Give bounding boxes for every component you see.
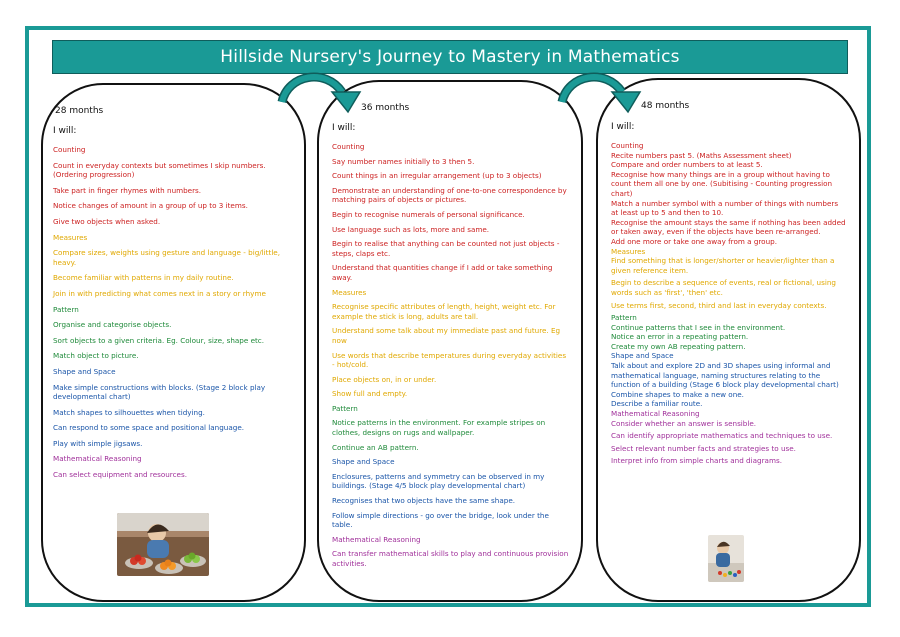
objectives-list	[332, 142, 570, 574]
objective-item: Count in everyday contexts but sometimes I skip numbers. (Ordering progression)	[53, 160, 266, 180]
section-heading: Pattern	[611, 313, 637, 323]
objective-item: Notice changes of amount in a group of up to 3 items.	[53, 201, 248, 211]
objective-item: Find something that is longer/shorter or heavier/lighter than a given reference item.	[611, 256, 835, 275]
objective-item: Begin to recognise numerals of personal significance.	[332, 209, 525, 219]
objective-item: Can transfer mathematical skills to play and continuous provision activities.	[332, 549, 569, 568]
objectives-list	[611, 141, 847, 469]
curved-arrow-icon	[276, 70, 366, 120]
objectives-list	[53, 145, 289, 486]
objective-item: Use terms first, second, third and last in everyday contexts.	[611, 300, 827, 310]
objective-item: Talk about and explore 2D and 3D shapes using informal and mathematical language, naming structures relating to the function of a building (Stage 6 block play developmental chart)	[611, 361, 839, 390]
objective-item: Give two objects when asked.	[53, 216, 161, 226]
page-title: Hillside Nursery's Journey to Mastery in Mathematics	[52, 40, 848, 74]
section-heading: Shape and Space	[332, 457, 395, 467]
objective-item: Begin to describe a sequence of events, real or fictional, using words such as 'first', 'then' etc.	[611, 278, 836, 297]
i-will-label: I will:	[611, 122, 635, 132]
objective-item: Continue patterns that I see in the environment.	[611, 322, 786, 332]
objective-item: Match shapes to silhouettes when tidying.	[53, 407, 205, 417]
objective-item: Say number names initially to 3 then 5.	[332, 156, 475, 166]
section-heading: Mathematical Reasoning	[611, 409, 700, 419]
objective-item: Compare sizes, weights using gesture and language - big/little, heavy.	[53, 248, 281, 267]
i-will-label: I will:	[53, 126, 77, 136]
objective-item: Use language such as lots, more and same.	[332, 224, 490, 234]
objective-item: Notice patterns in the environment. For example stripes on clothes, designs on rugs and wallpaper.	[332, 418, 546, 438]
section-heading: Mathematical Reasoning	[53, 454, 142, 464]
age-heading: 36 months	[361, 103, 410, 113]
objective-item: Join in with predicting what comes next in a story or rhyme	[53, 288, 266, 298]
objective-item: Make simple constructions with blocks. (Stage 2 block play developmental chart)	[53, 382, 266, 402]
objective-item: Understand some talk about my immediate past and future. Eg now	[332, 326, 561, 345]
objective-item: Sort objects to a given criteria. Eg. Colour, size, shape etc.	[53, 335, 265, 345]
age-heading: 28 months	[55, 106, 104, 116]
objective-item: Recite numbers past 5. (Maths Assessment sheet)	[611, 150, 792, 160]
objective-item: Organise and categorise objects.	[53, 320, 172, 330]
objective-item: Take part in finger rhymes with numbers.	[53, 185, 202, 195]
section-heading: Mathematical Reasoning	[332, 534, 421, 544]
objective-item: Interpret info from simple charts and diagrams.	[611, 456, 782, 466]
objective-item: Describe a familiar route.	[611, 399, 703, 409]
objective-item: Understand that quantities change if I add or take something away.	[332, 263, 553, 282]
objective-item: Continue an AB pattern.	[332, 442, 419, 452]
objective-item: Can respond to some space and positional language.	[53, 423, 245, 433]
objective-item: Place objects on, in or under.	[332, 374, 437, 384]
objective-item: Can identify appropriate mathematics and techniques to use.	[611, 431, 833, 441]
objective-item: Use words that describe temperatures during everyday activities - hot/cold.	[332, 350, 567, 370]
objective-item: Follow simple directions - go over the bridge, look under the table.	[332, 510, 549, 530]
section-heading: Shape and Space	[611, 351, 674, 361]
section-heading: Counting	[53, 145, 86, 154]
objective-item: Notice an error in a repeating pattern.	[611, 332, 749, 342]
objective-item: Begin to realise that anything can be counted not just objects - steps, claps etc.	[332, 239, 560, 258]
section-heading: Measures	[611, 246, 646, 256]
objective-item: Enclosures, patterns and symmetry can be observed in my buildings. (Stage 4/5 block play developmental chart)	[332, 471, 545, 491]
section-heading: Pattern	[332, 403, 358, 413]
objective-item: Play with simple jigsaws.	[53, 438, 143, 448]
objective-item: Recognises that two objects have the same shape.	[332, 496, 516, 506]
objective-item: Can select equipment and resources.	[53, 470, 188, 480]
objective-item: Recognise how many things are in a group without having to count them all one by one. (Subitising - Counting progression chart)	[611, 169, 833, 198]
i-will-label: I will:	[332, 123, 356, 133]
section-heading: Counting	[611, 141, 644, 150]
objective-item: Combine shapes to make a new one.	[611, 389, 744, 399]
section-heading: Pattern	[53, 304, 79, 314]
child-counting-photo	[708, 535, 744, 582]
objective-item: Recognise specific attributes of length, height, weight etc. For example the stick is long, adults are tall.	[332, 302, 556, 321]
objective-item: Create my own AB repeating pattern.	[611, 341, 746, 351]
objective-item: Match object to picture.	[53, 351, 139, 361]
objective-item: Recognise the amount stays the same if nothing has been added or taken away, even if the objects have been re-arranged.	[611, 217, 846, 237]
objective-item: Match a number symbol with a number of things with numbers at least up to 5 and then to 10.	[611, 198, 839, 218]
section-heading: Counting	[332, 142, 365, 151]
objective-item: Consider whether an answer is sensible.	[611, 418, 757, 428]
objective-item: Add one more or take one away from a group.	[611, 236, 777, 246]
objective-item: Show full and empty.	[332, 389, 408, 399]
section-heading: Shape and Space	[53, 366, 116, 376]
objective-item: Compare and order numbers to at least 5.	[611, 160, 763, 170]
child-with-fruit-photo	[117, 513, 209, 576]
objective-item: Count things in an irregular arrangement (up to 3 objects)	[332, 171, 542, 181]
objective-item: Demonstrate an understanding of one-to-one correspondence by matching pairs of objects or pictures.	[332, 185, 567, 205]
objective-item: Select relevant number facts and strategies to use.	[611, 443, 796, 453]
curved-arrow-icon	[556, 70, 646, 120]
section-heading: Measures	[53, 232, 88, 242]
section-heading: Measures	[332, 287, 367, 297]
age-heading: 48 months	[641, 101, 690, 111]
objective-item: Become familiar with patterns in my daily routine.	[53, 273, 234, 283]
